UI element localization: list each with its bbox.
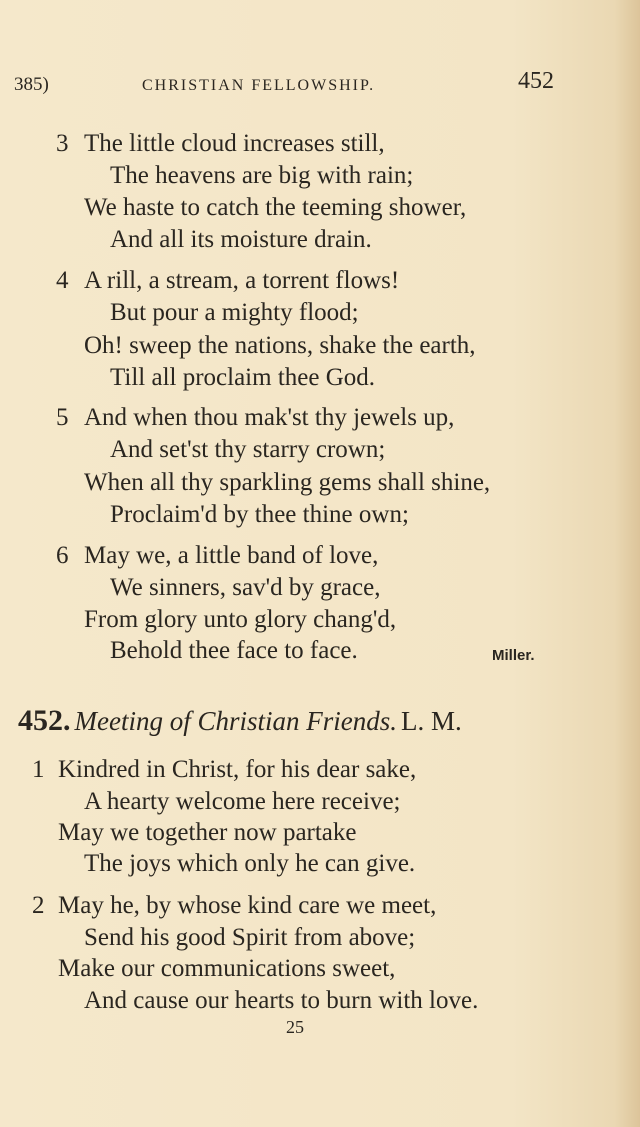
signature-mark: 25: [286, 1017, 304, 1037]
verse-line: A hearty welcome here receive;: [84, 788, 401, 815]
verse-line: Till all proclaim thee God.: [110, 364, 376, 391]
verse-line: Oh! sweep the nations, shake the earth,: [84, 332, 476, 359]
verse-line: May we together now partake: [58, 819, 357, 846]
verse-line: Send his good Spirit from above;: [84, 924, 416, 951]
hymn-meter: L. M.: [400, 706, 462, 736]
verse-line: A rill, a stream, a torrent flows!: [84, 267, 400, 294]
verse-line: From glory unto glory chang'd,: [84, 606, 397, 633]
verse-line: The heavens are big with rain;: [110, 162, 414, 189]
verse-line: Behold thee face to face.: [110, 637, 358, 664]
verse-line: But pour a mighty flood;: [110, 299, 359, 326]
verse-number: 1: [32, 756, 45, 783]
running-title: CHRISTIAN FELLOWSHIP.: [142, 77, 376, 94]
verse-line: Proclaim'd by thee thine own;: [110, 501, 409, 528]
running-header: [14, 66, 554, 102]
verse-line: May we, a little band of love,: [84, 542, 379, 569]
verse-number: 3: [56, 130, 69, 157]
page-reference: 385): [14, 74, 49, 95]
author-attribution: Miller.: [492, 647, 535, 664]
verse-line: And all its moisture drain.: [110, 226, 372, 253]
verse-number: 2: [32, 892, 45, 919]
verse-line: And set'st thy starry crown;: [110, 436, 386, 463]
verse-line: And when thou mak'st thy jewels up,: [84, 404, 455, 431]
verse-line: Kindred in Christ, for his dear sake,: [58, 756, 417, 783]
verse-line: And cause our hearts to burn with love.: [84, 987, 479, 1014]
verse-number: 5: [56, 404, 69, 431]
hymn-heading: [18, 704, 462, 738]
hymn-number: 452.: [18, 704, 71, 737]
verse-number: 6: [56, 542, 69, 569]
verse-line: We haste to catch the teeming shower,: [84, 194, 467, 221]
verse-line: Make our communications sweet,: [58, 955, 396, 982]
verse-number: 4: [56, 267, 69, 294]
verse-line: The little cloud increases still,: [84, 130, 385, 157]
hymn-title: Meeting of Christian Friends.: [74, 706, 397, 736]
verse-line: The joys which only he can give.: [84, 850, 416, 877]
verse-line: We sinners, sav'd by grace,: [110, 574, 381, 601]
verse-line: May he, by whose kind care we meet,: [58, 892, 437, 919]
header-hymn-number: 452: [518, 68, 554, 94]
verse-line: When all thy sparkling gems shall shine,: [84, 469, 491, 496]
